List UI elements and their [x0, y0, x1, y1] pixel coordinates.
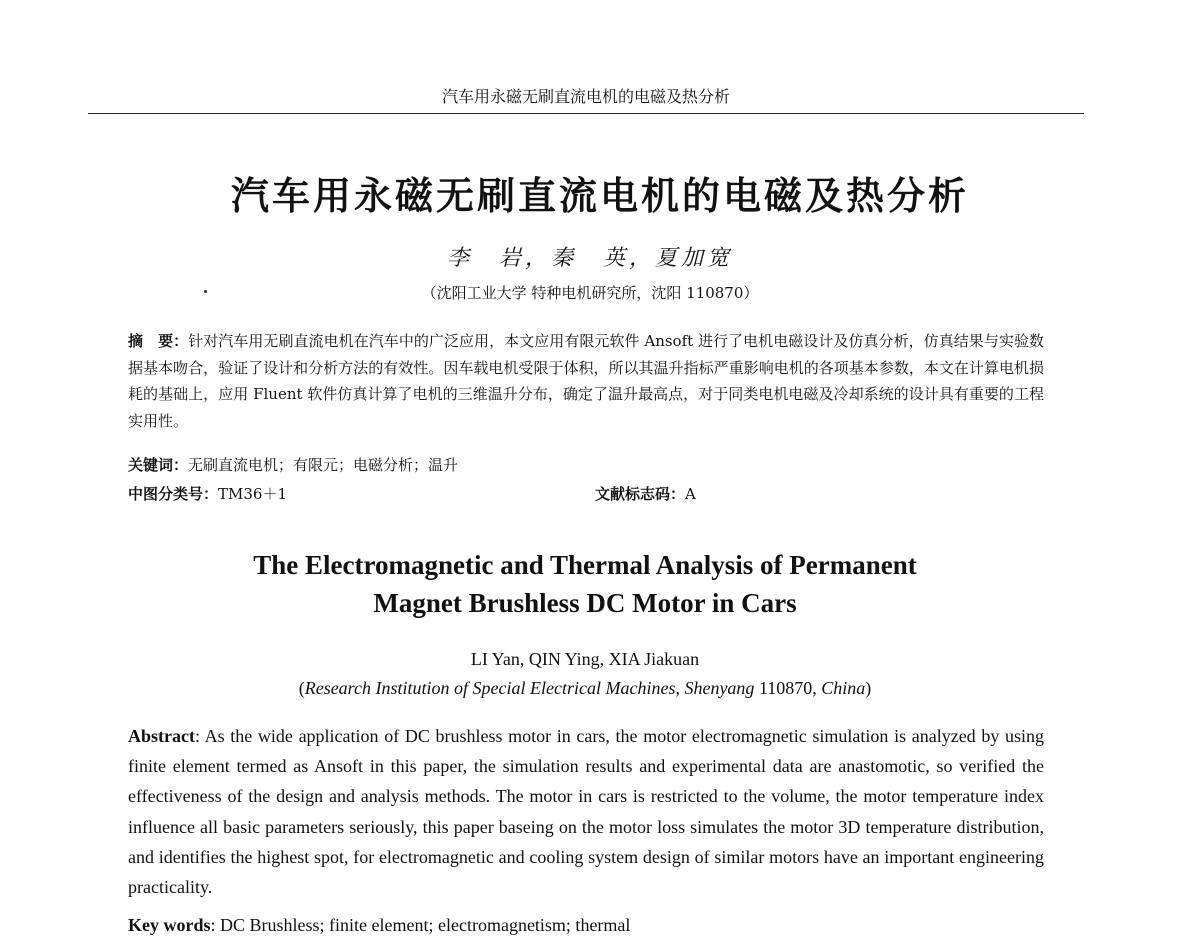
english-authors: LI Yan, QIN Ying, XIA Jiakuan [470, 649, 700, 669]
chinese-authors: 李 岩，秦 英，夏加宽 [446, 246, 733, 271]
affil-separator: , [675, 678, 685, 698]
classification-code: TM36＋1 [218, 485, 288, 503]
english-abstract-colon: : [194, 726, 205, 746]
affil-institution: Research Institution of Special Electrical Machines [304, 678, 676, 698]
english-abstract-label: Abstract [128, 726, 195, 746]
english-title-line-2: Magnet Brushless DC Motor in Cars [373, 588, 797, 618]
affil-country: China [821, 678, 866, 698]
document-code-value: A [685, 485, 696, 503]
running-head: 汽车用永磁无刷直流电机的电磁及热分析 [441, 87, 730, 106]
chinese-keywords-label: 关键词： [128, 456, 189, 474]
english-abstract [128, 721, 1044, 902]
classification-label: 中图分类号： [128, 485, 219, 503]
chinese-abstract-label: 摘 要： [128, 332, 189, 350]
chinese-abstract-text: 针对汽车用无刷直流电机在汽车中的广泛应用，本文应用有限元软件 Ansoft 进行了电机电磁设计及仿真分析，仿真结果与实验数据基本吻合，验证了设计和分析方法的有效性。因车载电机受限于体积，所以其温升指标严重影响电机的各项基本参数，本文在计算电机损耗的基础上，应用 Fluent 软件仿真计算了电机的三维温升分布，确定了温升最高点，对于同类电机电磁及冷却系统的设计具有重要的工程实用性。 [128, 332, 1044, 430]
affil-close-paren: ) [865, 678, 872, 698]
english-title-line-1: The Electromagnetic and Thermal Analysis of Permanent [253, 550, 917, 580]
chinese-keywords-text: 无刷直流电机；有限元；电磁分析；温升 [188, 456, 459, 474]
affil-open-paren: ( [298, 678, 305, 698]
chinese-classification [128, 483, 1044, 505]
english-keywords-label: Key words [128, 915, 211, 935]
english-keywords-text: DC Brushless; finite element; electromagnetism; thermal [220, 915, 631, 935]
affil-city: Shenyang [684, 678, 755, 698]
document-code-label: 文献标志码： [595, 485, 686, 503]
chinese-affiliation: （沈阳工业大学 特种电机研究所，沈阳 110870） [421, 284, 759, 302]
chinese-keywords [128, 454, 1044, 476]
english-abstract-text: As the wide application of DC brushless motor in cars, the motor electromagnetic simulation is analyzed by using finite element termed as Ansoft in this paper, the simulation results and experimental data are anastomotic, so verified the effectiveness of the design and analysis methods. The motor in cars is restricted to the volume, the motor temperature index influence all basic parameters seriously, this paper baseing on the motor loss simulates the motor 3D temperature distribution, and identifies the highest spot, for electromagnetic and cooling system design of similar motors have an important engineering practicality. [128, 726, 1044, 898]
english-title [0, 546, 1170, 622]
header-rule [88, 113, 1084, 114]
affil-zip: 110870, [754, 678, 822, 698]
chinese-title: 汽车用永磁无刷直流电机的电磁及热分析 [230, 174, 969, 218]
chinese-abstract [128, 328, 1044, 434]
english-affiliation [0, 676, 1170, 700]
document-code [595, 483, 696, 505]
english-keywords-colon: : [210, 915, 221, 935]
english-keywords [128, 912, 1044, 938]
